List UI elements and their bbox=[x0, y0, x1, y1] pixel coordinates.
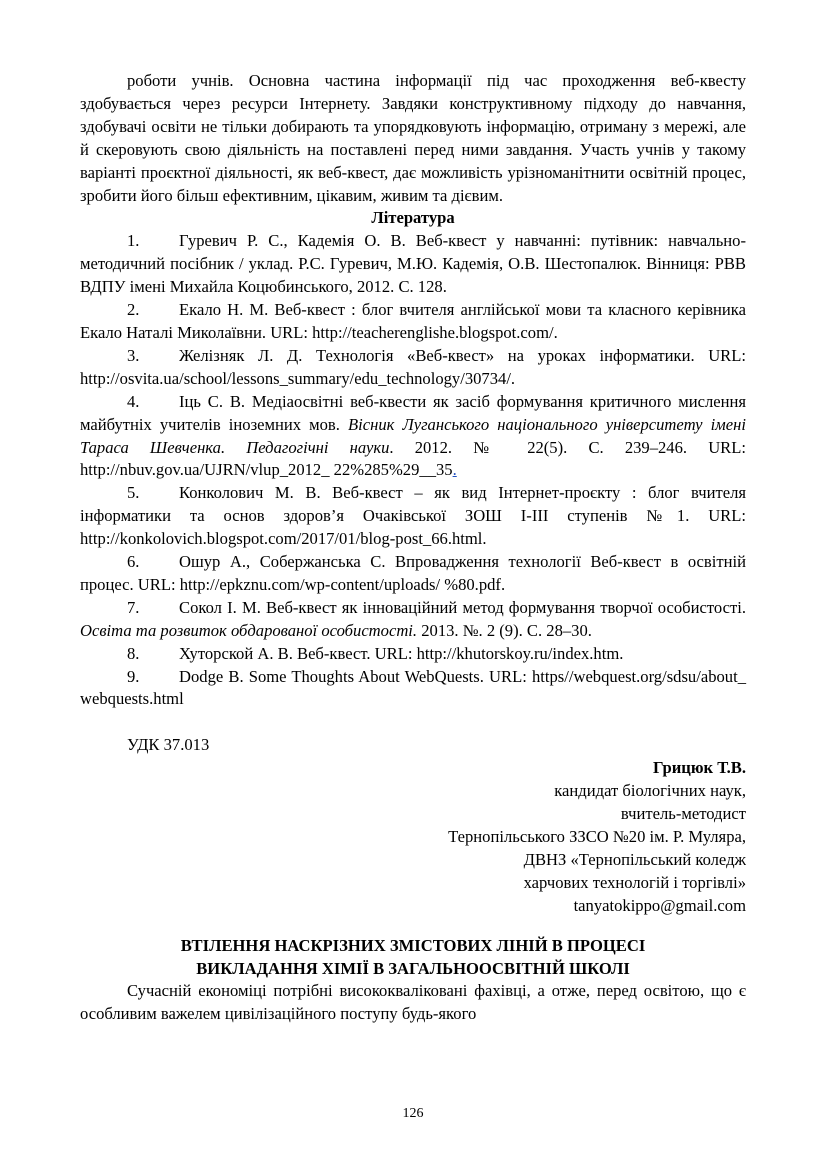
article-title bbox=[80, 935, 746, 981]
reference-text: Іць С. В. Медіаосвітні веб-квести як засіб формування критичного мислення майбутніх учителів іноземних мов. bbox=[80, 391, 746, 434]
reference-number: 9. bbox=[127, 666, 140, 686]
article-title-line: ВИКЛАДАННЯ ХІМІЇ В ЗАГАЛЬНООСВІТНІЙ ШКОЛІ bbox=[196, 958, 630, 978]
references-list bbox=[80, 230, 746, 711]
reference-number: 8. bbox=[127, 643, 140, 663]
author-college: ДВНЗ «Тернопільський коледж bbox=[523, 849, 746, 869]
intro-paragraph: роботи учнів. Основна частина інформації під час проходження веб-квесту здобувається через ресурси Інтернету. Завдяки конструктивному підходу до навчання, здобувачі освіти не тільки добирають та упорядковують інформацію, отриману з мережі, але й скеровують свою діяльність на поставлені перед ними завдання. Участь учнів у такому варіанті проєктної діяльності, як веб-квест, дає можливість урізноманітнити освітній процес, зробити його більш ефективним, цікавим, живим та дієвим. bbox=[80, 71, 746, 205]
author-name: Грицюк Т.В. bbox=[652, 758, 746, 778]
author-school: Тернопільського ЗЗСО №20 ім. Р. Муляра, bbox=[448, 827, 746, 846]
opening-paragraph: Сучасній економіці потрібні висококваліковані фахівці, а отже, перед освітою, що є особливим важелем цивілізаційного поступу будь-якого bbox=[80, 981, 746, 1024]
reference-item bbox=[80, 391, 746, 483]
reference-text-tail: 2013. №. 2 (9). С. 28–30. bbox=[417, 620, 592, 640]
reference-text: Гуревич Р. С., Кадемія О. В. Веб-квест у навчанні: путівник: навчально-методичний посібник / уклад. Р.С. Гуревич, М.Ю. Кадемія, О.В. Шестопалюк. Вінниця: РВВ ВДПУ імені Михайла Коцюбинського, 2012. С. 128. bbox=[80, 231, 746, 297]
page-content bbox=[80, 70, 746, 1026]
reference-text: Ошур А., Собержанська С. Впровадження технології Веб-квест в освітній процес. URL: http://epkznu.com/wp-content/uploads/ %80.pdf. bbox=[80, 552, 746, 594]
reference-text: Екало Н. М. Веб-квест : блог вчителя англійської мови та класного керівника Екало Наталі Миколаївни. URL: http://teacherenglishe.blogspot.com/. bbox=[80, 300, 746, 342]
reference-number: 6. bbox=[127, 552, 140, 572]
reference-item bbox=[80, 666, 746, 712]
author-degree: кандидат біологічних наук, bbox=[554, 781, 746, 801]
article-title-line: ВТІЛЕННЯ НАСКРІЗНИХ ЗМІСТОВИХ ЛІНІЙ В ПРОЦЕСІ bbox=[180, 935, 646, 955]
reference-item bbox=[80, 643, 746, 666]
reference-number: 5. bbox=[127, 483, 140, 503]
reference-number: 1. bbox=[127, 231, 140, 251]
author-position: вчитель-методист bbox=[620, 804, 746, 824]
reference-item bbox=[80, 299, 746, 345]
spacer bbox=[80, 711, 746, 734]
page-number: 126 bbox=[402, 1106, 424, 1121]
reference-number: 7. bbox=[127, 597, 140, 617]
reference-number: 3. bbox=[127, 345, 140, 365]
reference-text: Конколович М. В. Веб-квест – як вид Інтернет-проєкту : блог вчителя інформатики та основ здоров’я Очаківської ЗОШ І-ІІІ ступенів №1. URL: http://konkolovich.blogspot.com/2017/01/blog-post_66.html. bbox=[80, 483, 746, 549]
reference-text: Желізняк Л. Д. Технологія «Веб-квест» на уроках інформатики. URL: http://osvita.ua/school/lessons_summary/edu_technology/30734/. bbox=[80, 345, 746, 388]
reference-number: 2. bbox=[127, 300, 140, 320]
reference-journal: Освіта та розвиток обдарованої особистості. bbox=[80, 620, 418, 640]
reference-item bbox=[80, 230, 746, 299]
author-email[interactable]: tanyatokippo@gmail.com bbox=[573, 895, 746, 915]
udk-code: УДК 37.013 bbox=[127, 735, 210, 755]
author-block bbox=[80, 757, 746, 917]
literature-heading: Література bbox=[371, 208, 455, 228]
reference-number: 4. bbox=[127, 391, 140, 411]
reference-text-tail: . 2012. № 22(5). С. 239–246. URL: http://nbuv.gov.ua/UJRN/vlup_2012_ 22%285%29__35 bbox=[80, 437, 746, 480]
reference-text: Сокол І. М. Веб-квест як інноваційний метод формування творчої особистості. bbox=[179, 597, 746, 617]
reference-item bbox=[80, 597, 746, 643]
reference-text: Хуторской А. В. Веб-квест. URL: http://khutorskoy.ru/index.htm. bbox=[179, 643, 624, 663]
reference-link[interactable]: . bbox=[452, 460, 457, 480]
reference-journal: Вісник Луганського національного університету імені Тараса Шевченка. Педагогічні науки bbox=[80, 414, 746, 457]
author-college-cont: харчових технологій і торгівлі» bbox=[523, 872, 746, 892]
reference-text: Dodge B. Some Thoughts About WebQuests. URL: https//webquest.org/sdsu/about_ webquests.html bbox=[80, 666, 746, 709]
reference-item bbox=[80, 482, 746, 551]
reference-item bbox=[80, 551, 746, 597]
reference-item bbox=[80, 345, 746, 391]
